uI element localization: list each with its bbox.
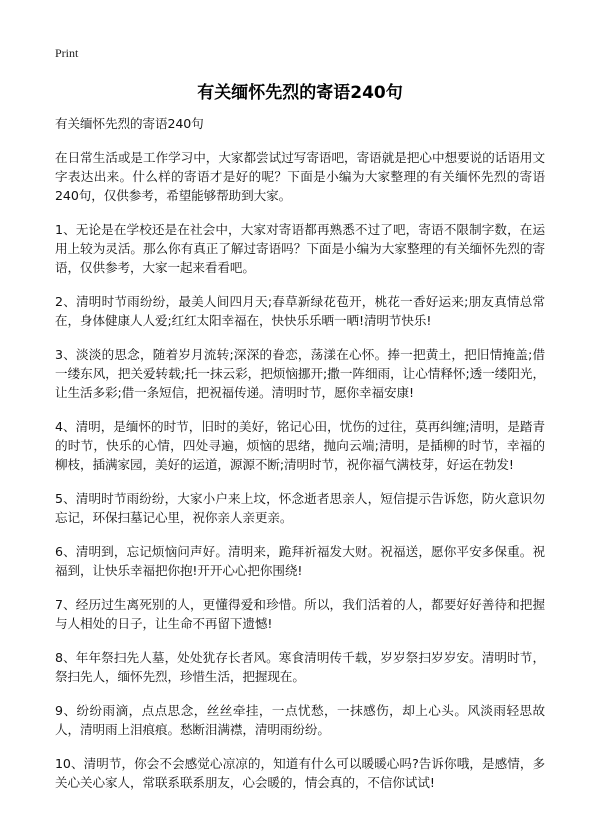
article-subtitle: 有关缅怀先烈的寄语240句	[55, 116, 204, 131]
paragraph-item-3: 3、淡淡的思念，随着岁月流转;深深的眷恋，荡漾在心怀。捧一把黄土，把旧情掩盖;借一缕东风，把关爱转载;托一抹云彩，把烦恼挪开;撒一阵细雨，让心情释怀;透一缕阳光，让生活多彩;借一条短信，把祝福传递。清明时节，愿你幸福安康!	[55, 347, 545, 400]
paragraph-item-8: 8、年年祭扫先人墓，处处犹存长者风。寒食清明传千载，岁岁祭扫岁岁安。清明时节，祭扫先人，缅怀先烈，珍惜生活，把握现在。	[55, 650, 545, 684]
paragraph-item-6: 6、清明到，忘记烦恼问声好。清明来，跪拜祈福发大财。祝福送，愿你平安多保重。祝福到，让快乐幸福把你抱!开开心心把你围绕!	[55, 544, 545, 578]
article-body	[55, 114, 545, 807]
paragraph-item-4: 4、清明，是缅怀的时节，旧时的美好，铭记心田，忧伤的过往，莫再纠缠;清明，是踏青的时节，快乐的心情，四处寻遍，烦恼的思绪，抛向云端;清明，是插柳的时节，幸福的柳枝，插满家园，美好的运道，源源不断;清明时节，祝你福气满枝芽，好运在勃发!	[55, 419, 545, 472]
paragraph-item-1: 1、无论是在学校还是在社会中，大家对寄语都再熟悉不过了吧，寄语不限制字数，在运用上较为灵活。那么你有真正了解过寄语吗？下面是小编为大家整理的有关缅怀先烈的寄语，仅供参考，大家一起来看看吧。	[55, 222, 545, 275]
paragraph-item-9: 9、纷纷雨滴，点点思念，丝丝牵挂，一点忧愁，一抹感伤，却上心头。风淡雨轻思故人，清明雨上泪痕痕。愁断泪满襟，清明雨纷纷。	[55, 703, 545, 737]
paragraph-item-7: 7、经历过生离死别的人，更懂得爱和珍惜。所以，我们活着的人，都要好好善待和把握与人相处的日子，让生命不再留下遗憾!	[55, 597, 545, 631]
paragraph-item-10: 10、清明节，你会不会感觉心凉凉的，知道有什么可以暖暖心吗?告诉你哦，是感情，多关心关心家人，常联系联系朋友，心会暖的，情会真的，不信你试试!	[55, 756, 545, 790]
paragraph-item-5: 5、清明时节雨纷纷，大家小户来上坟，怀念逝者思亲人，短信提示告诉您，防火意识勿忘记，环保扫墓记心里，祝你亲人亲更亲。	[55, 491, 545, 525]
page-title: 有关缅怀先烈的寄语240句	[197, 83, 403, 103]
print-link[interactable]: Print	[55, 46, 79, 60]
paragraph-intro: 在日常生活或是工作学习中，大家都尝试过写寄语吧，寄语就是把心中想要说的话语用文字表达出来。什么样的寄语才是好的呢？下面是小编为大家整理的有关缅怀先烈的寄语240句，仅供参考，希望能够帮助到大家。	[55, 150, 545, 203]
paragraph-item-2: 2、清明时节雨纷纷，最美人间四月天;春草新绿花苞开，桃花一香好运来;朋友真情总常在，身体健康人人爱;红红太阳幸福在，快快乐乐晒一晒!清明节快乐!	[55, 294, 545, 328]
